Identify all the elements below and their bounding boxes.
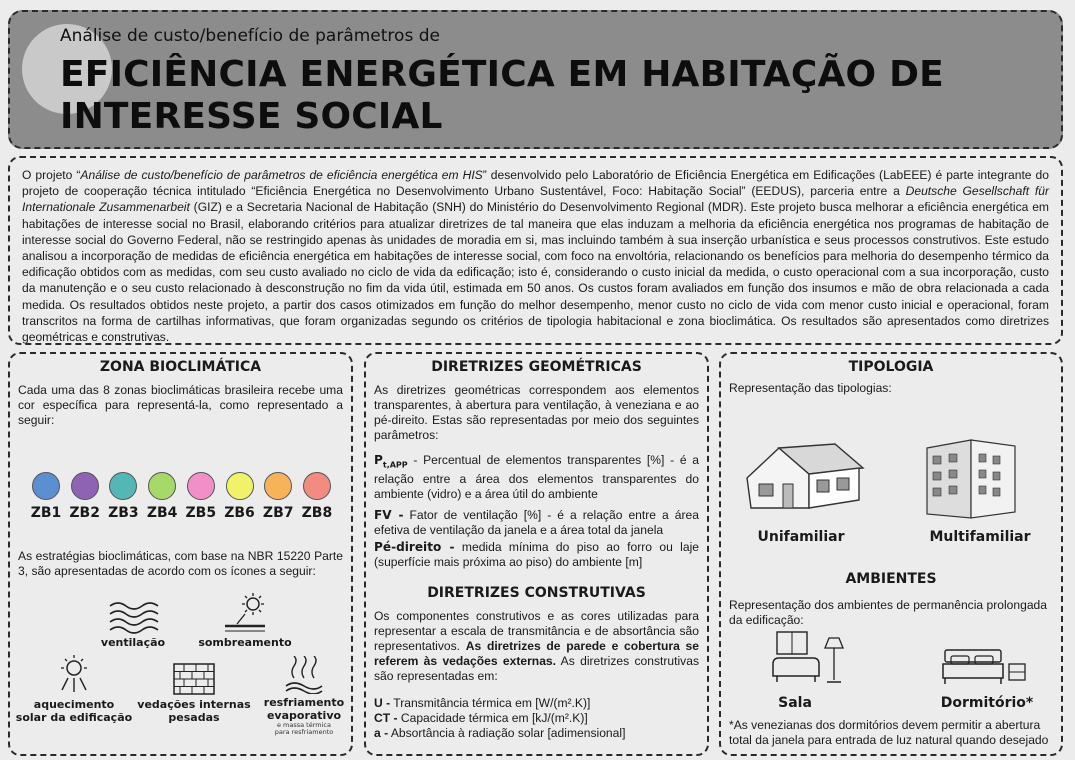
param-text: Transmitância térmica em [W/(m².K)] — [390, 696, 591, 711]
strategy-label: ventilação — [100, 636, 166, 649]
zone-label: ZB4 — [146, 505, 178, 521]
solar-heating-icon — [54, 654, 94, 696]
param-text: medida mínima do piso ao forro ou laje (superfície mais próxima ao piso) do ambiente [m] — [374, 540, 699, 570]
param-fv — [374, 508, 699, 538]
param-label: U - — [374, 696, 391, 711]
zone-item — [222, 472, 258, 521]
zone-item — [144, 472, 180, 521]
zone-label: ZB1 — [30, 505, 62, 521]
constr-param-a — [374, 726, 699, 741]
header-subtitle: Análise de custo/benefício de parâmetros de — [60, 26, 440, 46]
intro-text: O projeto “ — [22, 168, 81, 182]
geom-text: As diretrizes geométricas correspondem aos elementos transparentes, à abertura para ventilação, à veneziana e ao pé-direito. Estas são representadas por meio dos seguintes parâmetros: — [374, 383, 699, 442]
ambiente-sala-label: Sala — [778, 695, 812, 711]
strategy-resfriamento — [258, 656, 350, 736]
tipologia-unifamiliar-label: Unifamiliar — [757, 529, 845, 545]
diretrizes-panel — [364, 352, 709, 756]
param-pe-direito — [374, 540, 699, 570]
param-text: - Percentual de elementos transparentes [%] - é a relação entre a área dos elementos transparentes do ambiente (vidro) e a área útil do ambiente — [374, 453, 699, 502]
zone-label: ZB8 — [301, 505, 333, 521]
ventilation-icon — [106, 598, 160, 634]
strategy-label: solar da edificação — [15, 711, 133, 724]
constr-text-bold: As diretrizes de parede e cobertura se referem às vedações externas. — [374, 639, 700, 669]
zone-item — [260, 472, 296, 521]
zone-color-dot — [264, 472, 292, 500]
param-text: Capacidade térmica em [kJ/(m².K)] — [397, 711, 588, 726]
param-text: Fator de ventilação [%] - é a relação entre a área efetiva de ventilação da janela e a área total da janela — [374, 508, 699, 538]
param-label: FV - — [374, 508, 404, 523]
dormitorio-note: *As venezianas dos dormitórios devem permitir a abertura total da janela para entrada de luz natural quando desejado — [729, 718, 1049, 747]
title-line-1: EFICIÊNCIA ENERGÉTICA EM HABITAÇÃO DE — [60, 54, 944, 95]
zone-label: ZB5 — [185, 505, 217, 521]
strategy-ventilacao — [98, 598, 168, 649]
strategy-label: evaporativo — [266, 709, 342, 722]
param-label: a - — [374, 726, 389, 741]
zone-item — [28, 472, 64, 521]
zone-list — [28, 472, 335, 521]
param-pt-app — [374, 453, 699, 502]
zone-item — [183, 472, 219, 521]
tipologia-title: TIPOLOGIA — [848, 359, 934, 375]
shading-icon — [215, 592, 275, 634]
intro-text: ” desenvolvido pelo Laboratório de Eficiência Energética em Edificações (LabEEE) é parte integrante do projeto de cooperação técnica intitulado “Eficiência Energética no Desenvolvimento Urbano Sustentável, Foco: Habitação Social” (EEDUS), parceria entre a — [22, 168, 1049, 199]
constr-text-part: Os componentes construtivos e as cores utilizadas para representar a escala de transmitância e de absortância são representativos. — [374, 609, 699, 654]
zone-color-dot — [32, 472, 60, 500]
zona-title: ZONA BIOCLIMÁTICA — [99, 359, 262, 375]
intro-paragraph — [8, 156, 1063, 345]
param-label: CT - — [374, 711, 398, 726]
constr-title: DIRETRIZES CONSTRUTIVAS — [427, 585, 646, 602]
strategy-note: e massa térmica — [276, 721, 331, 729]
strategy-label: pesadas — [168, 711, 220, 724]
zone-color-dot — [109, 472, 137, 500]
strategy-label: aquecimento — [33, 698, 115, 711]
intro-giz-name: Deutsche Gesellschaft für Internationale Zusammenarbeit — [22, 184, 1049, 215]
zone-item — [67, 472, 103, 521]
tipologia-multifamiliar-label: Multifamiliar — [929, 529, 1031, 545]
constr-param-u — [374, 696, 699, 711]
zone-item — [299, 472, 335, 521]
param-label: $P_{t,APP}$ — [374, 453, 408, 470]
tipologia-panel — [719, 352, 1063, 756]
constr-param-ct — [374, 711, 699, 726]
strategy-vedacoes — [134, 662, 254, 724]
single-family-house-icon — [739, 438, 869, 518]
strategy-label: resfriamento — [263, 696, 345, 709]
zona-bioclimatica-panel — [8, 352, 353, 756]
strategies-text: As estratégias bioclimáticas, com base na NBR 15220 Parte 3, são apresentadas de acordo com os ícones a seguir: — [18, 549, 343, 578]
bedroom-icon — [941, 646, 1031, 686]
intro-project-name: Análise de custo/benefício de parâmetros de eficiência energética em HIS — [80, 168, 483, 182]
strategy-aquecimento — [12, 654, 136, 724]
zone-color-dot — [71, 472, 99, 500]
zone-label: ZB7 — [262, 505, 294, 521]
ambientes-title: AMBIENTES — [845, 571, 937, 587]
zone-color-dot — [303, 472, 331, 500]
strategy-sombreamento — [190, 592, 300, 649]
header-banner — [8, 10, 1063, 149]
ambiente-dormitorio-label: Dormitório* — [940, 695, 1034, 711]
zone-label: ZB3 — [108, 505, 139, 521]
evaporative-cooling-icon — [282, 656, 326, 694]
strategy-note: para resfriamento — [274, 728, 334, 736]
zone-color-dot — [226, 472, 254, 500]
zone-color-dot — [148, 472, 176, 500]
brick-wall-icon — [172, 662, 216, 696]
title-line-2: INTERESSE SOCIAL — [60, 96, 443, 137]
geom-title: DIRETRIZES GEOMÉTRICAS — [431, 359, 642, 375]
zone-label: ZB2 — [69, 505, 100, 521]
zone-label: ZB6 — [224, 505, 255, 521]
zone-color-dot — [187, 472, 215, 500]
zone-item — [105, 472, 141, 521]
param-label: Pé-direito - — [374, 540, 455, 555]
constr-text — [374, 609, 699, 684]
intro-text: (GIZ) e a Secretaria Nacional de Habitação (SNH) do Ministério do Desenvolvimento Regional (MDR). Este projeto busca melhorar a eficiência energética em habitações de interesse social no Brasil, elaborando critérios para atualizar diretrizes de tal maneira que elas induzam a melhoria da eficiência energética nos programas de habitação de interesse social do Governo Federal, não se restringido apenas às unidades de moradia em si, mas incluindo também à sua inserção urbanística e seus processos construtivos. Este estudo analisou a incorporação de medidas de eficiência energética em habitações de interesse social, com foco na envoltória, relacionando os benefícios para melhoria do desempenho térmico da edificação obtidos com as medidas, com seu custo avaliado no ciclo de vida da edificação; isto é, considerando o custo inicial da medida, o custo operacional com a sua incorporação, custo da manutenção e o seu custo relacionado à desconstrução no fim da vida útil, estimada em 50 anos. Os custos foram avaliados em função dos insumos e mão de obra relacionada a cada medida. Os resultados obtidos neste projeto, a partir dos casos otimizados em função do melhor desempenho, menor custo no ciclo de vida com menor custo inicial e operacional, foram transcritos na forma de cartilhas informativas, que foram organizadas segundo os critérios de tipologia habitacional e zona bioclimática. Os resultados são apresentados como diretrizes geométricas e construtivas. — [22, 200, 1049, 345]
page-title — [60, 54, 944, 138]
strategy-label: vedações internas — [137, 698, 251, 711]
tipologia-text: Representação das tipologias: — [729, 381, 892, 395]
strategy-label: sombreamento — [198, 636, 292, 649]
multi-family-building-icon — [921, 434, 1021, 522]
ambientes-text: Representação dos ambientes de permanência prolongada da edificação: — [729, 598, 1048, 627]
param-text: Absortância à radiação solar [adimensional] — [388, 726, 626, 741]
zona-text: Cada uma das 8 zonas bioclimáticas brasileira recebe uma cor específica para representá-la, como representado a seguir: — [18, 383, 343, 427]
living-room-icon — [769, 630, 849, 686]
constr-text-part: As diretrizes construtivas são representadas em: — [374, 654, 699, 684]
